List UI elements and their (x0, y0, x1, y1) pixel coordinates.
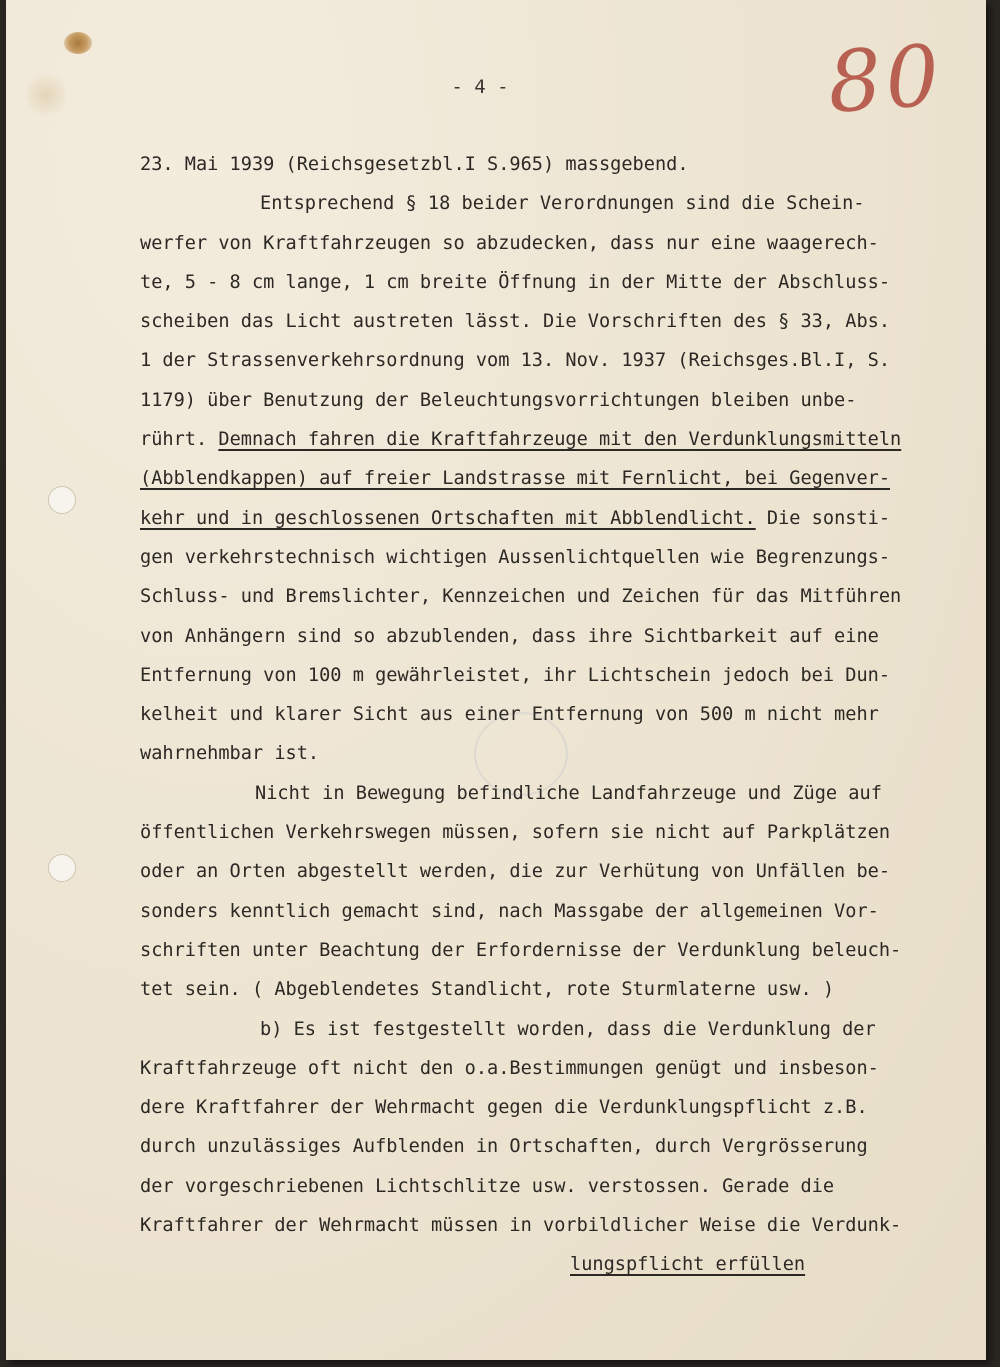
text-line: 23. Mai 1939 (Reichsgesetzbl.I S.965) massgebend. (140, 154, 689, 175)
punch-hole-bottom (48, 854, 76, 882)
handwritten-folio-number: 80 (824, 26, 947, 132)
text-line: durch unzulässiges Aufblenden in Ortschaften, durch Vergrösserung (140, 1136, 868, 1158)
text-line: kelheit und klarer Sicht aus einer Entfernung von 500 m nicht mehr (140, 704, 879, 726)
punch-hole-top (48, 486, 76, 514)
text-line: Kraftfahrer der Wehrmacht müssen in vorbildlicher Weise die Verdunk- (140, 1215, 902, 1237)
text-line: oder an Orten abgestellt werden, die zur Verhütung von Unfällen be- (140, 861, 891, 883)
text-line: Nicht in Bewegung befindliche Landfahrzeuge und Züge auf (255, 782, 882, 804)
document-body (140, 145, 950, 1285)
text-line: Schluss- und Bremslichter, Kennzeichen und Zeichen für das Mitführen (140, 586, 902, 608)
text-line: sonders kenntlich gemacht sind, nach Massgabe der allgemeinen Vor- (140, 900, 879, 922)
underlined-text: (Abblendkappen) auf freier Landstrasse mit Fernlicht, bei Gegenver- (140, 468, 891, 490)
text-line: öffentlichen Verkehrswegen müssen, sofern sie nicht auf Parkplätzen (140, 822, 891, 844)
underlined-text: lungspflicht erfüllen (570, 1254, 806, 1276)
text-line: gen verkehrstechnisch wichtigen Aussenlichtquellen wie Begrenzungs- (140, 546, 891, 568)
text-line: werfer von Kraftfahrzeugen so abzudecken, dass nur eine waagerech- (140, 232, 879, 254)
text-line (140, 499, 950, 538)
text-fragment: rührt. (140, 429, 219, 451)
text-line: scheiben das Licht austreten lässt. Die Vorschriften des § 33, Abs. (140, 311, 891, 333)
text-line: Kraftfahrzeuge oft nicht den o.a.Bestimmungen genügt und insbeson- (140, 1057, 879, 1079)
text-line (140, 420, 950, 459)
text-line: schriften unter Beachtung der Erfordernisse der Verdunklung beleuch- (140, 939, 902, 961)
text-line: te, 5 - 8 cm lange, 1 cm breite Öffnung in der Mitte der Abschluss- (140, 271, 891, 293)
text-line: dere Kraftfahrer der Wehrmacht gegen die Verdunklungspflicht z.B. (140, 1097, 868, 1119)
page-number: - 4 - (451, 76, 509, 98)
text-fragment: Die sonsti- (755, 507, 891, 529)
text-line: tet sein. ( Abgeblendetes Standlicht, rote Sturmlaterne usw. ) (140, 979, 835, 1001)
underlined-text: Demnach fahren die Kraftfahrzeuge mit den Verdunklungsmitteln (218, 429, 902, 451)
text-line: Entfernung von 100 m gewährleistet, ihr Lichtschein jedoch bei Dun- (140, 664, 891, 686)
text-line: der vorgeschriebenen Lichtschlitze usw. verstossen. Gerade die (140, 1175, 835, 1197)
text-line: 1179) über Benutzung der Beleuchtungsvorrichtungen bleiben unbe- (140, 389, 857, 411)
underlined-text: kehr und in geschlossenen Ortschaften mit Abblendlicht. (140, 507, 756, 529)
text-line: b) Es ist festgestellt worden, dass die Verdunklung der (260, 1018, 876, 1040)
text-line: wahrnehmbar ist. (140, 743, 320, 765)
rust-stain (64, 32, 92, 54)
text-line: 1 der Strassenverkehrsordnung vom 13. Nov. 1937 (Reichsges.Bl.I, S. (140, 350, 891, 372)
paper-stain (26, 70, 66, 120)
text-line: von Anhängern sind so abzublenden, dass ihre Sichtbarkeit auf eine (140, 625, 879, 647)
text-line: Entsprechend § 18 beider Verordnungen sind die Schein- (260, 193, 865, 215)
text-line (140, 459, 950, 498)
text-line (140, 1245, 950, 1284)
